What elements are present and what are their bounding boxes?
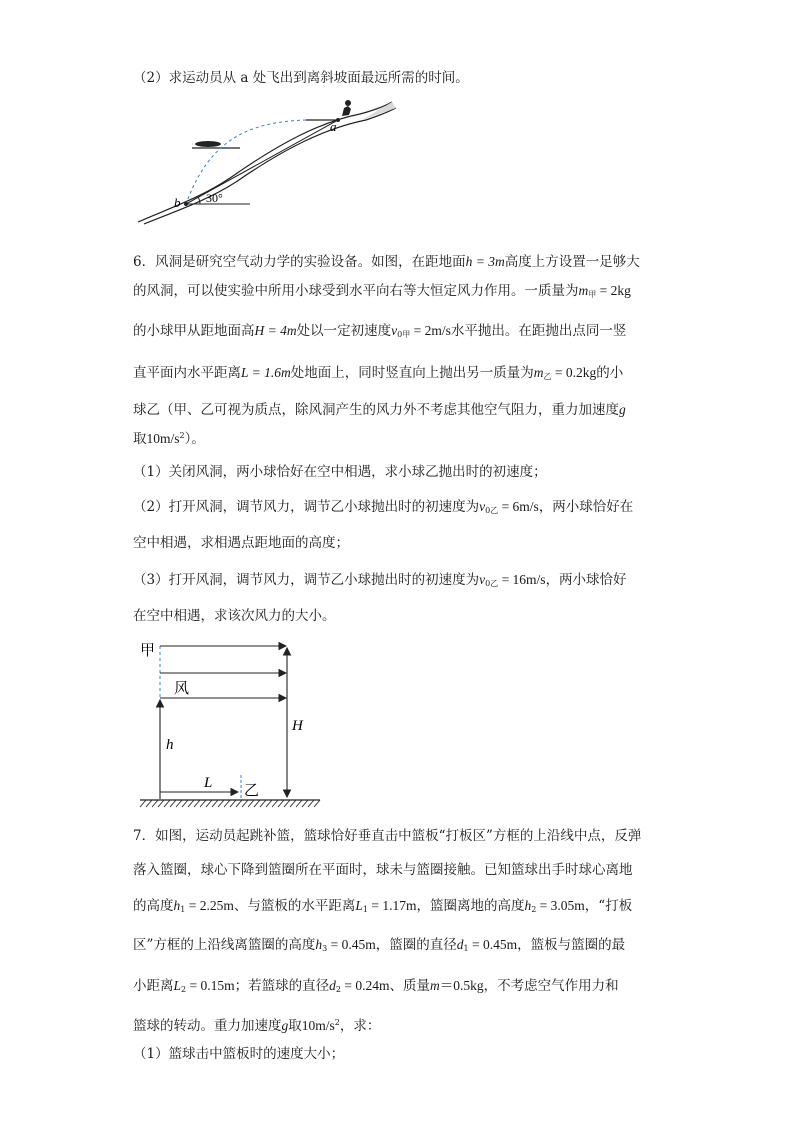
flying-skier-icon [195, 141, 221, 147]
q7-line3: 的高度$h_1 = 2.25m$、与篮板的水平距离$L_1 = 1.17m$，篮圈离地的高度$h_2 = 3.05m$，“打板 [133, 898, 633, 914]
trajectory-arc [186, 120, 306, 204]
point-b [184, 202, 188, 206]
label-b: b [174, 195, 181, 210]
q6-line4: 直平面内水平距离L = 1.6m处地面上，同时竖直向上抛出另一质量为$m_乙 = 0.2kg$的小 [133, 365, 624, 381]
label-yi: 乙 [244, 783, 260, 799]
q6-line3: 的小球甲从距地面高H = 4m处以一定初速度$v_{0甲} = 2m/s$水平抛出。在距抛出点同一竖 [133, 323, 627, 339]
label-a: a [330, 119, 337, 134]
q7-line5: 小距离$L_2 = 0.15m$；若篮球的直径$d_2 = 0.24m$、质量m＝0.5kg，不考虑空气作用力和 [133, 978, 619, 994]
ground-hatching [140, 800, 320, 807]
label-H: H [292, 718, 303, 734]
q6-part3: （3）打开风洞，调节风力，调节乙小球抛出时的初速度为$v_{0乙} = 16m/s$，两小球恰好 [133, 572, 627, 588]
q6-line1: 6．风洞是研究空气动力学的实验设备。如图，在距地面h = 3m高度上方设置一足够大 [133, 254, 640, 270]
wind-tunnel-figure [130, 634, 330, 814]
q7-part1: （1）篮球击中篮板时的速度大小； [133, 1046, 345, 1062]
q6-line2: 的风洞，可以使实验中所用小球受到水平向右等大恒定风力作用。一质量为$m_甲 = 2kg$ [133, 283, 631, 299]
skier-at-a-icon [342, 106, 351, 116]
q6-part2: （2）打开风洞，调节风力，调节乙小球抛出时的初速度为$v_{0乙} = 6m/s$，两小球恰好在 [133, 499, 634, 515]
ski-jump-figure [130, 98, 400, 228]
q5-part2: （2）求运动员从 a 处飞出到离斜坡面最远所需的时间。 [133, 70, 469, 86]
angle-arc [198, 197, 200, 204]
q7-line4: 区”方框的上沿线离篮圈的高度$h_3 = 0.45m$，篮圈的直径$d_1 = 0.45m$，篮板与篮圈的最 [133, 937, 626, 953]
label-feng: 风 [174, 681, 190, 697]
q7-line1: 7．如图，运动员起跳补篮，篮球恰好垂直击中篮板“打板区”方框的上沿线中点，反弹 [133, 828, 642, 844]
label-jia: 甲 [140, 643, 156, 659]
q6-part3-cont: 在空中相遇，求该次风力的大小。 [133, 608, 336, 624]
slope-underside [144, 108, 396, 224]
q7-line2: 落入篮圈，球心下降到篮圈所在平面时，球未与篮圈接触。已知篮球出手时球心离地 [133, 862, 633, 878]
q6-line5: 球乙（甲、乙可视为质点，除风洞产生的风力外不考虑其他空气阻力，重力加速度g [133, 402, 626, 418]
q6-part1: （1）关闭风洞，两小球恰好在空中相遇，求小球乙抛出时的初速度； [133, 464, 547, 480]
angle-label: 30° [206, 191, 223, 205]
q7-line6: 篮球的转动。重力加速度g取$10m/s^2$，求： [133, 1018, 381, 1034]
q6-part2-cont: 空中相遇，求相遇点距地面的高度； [133, 535, 349, 551]
point-a [336, 118, 340, 122]
q6-line6: 取$10m/s^2$）。 [133, 431, 205, 447]
label-L: L [204, 775, 213, 791]
label-h: h [166, 737, 174, 753]
